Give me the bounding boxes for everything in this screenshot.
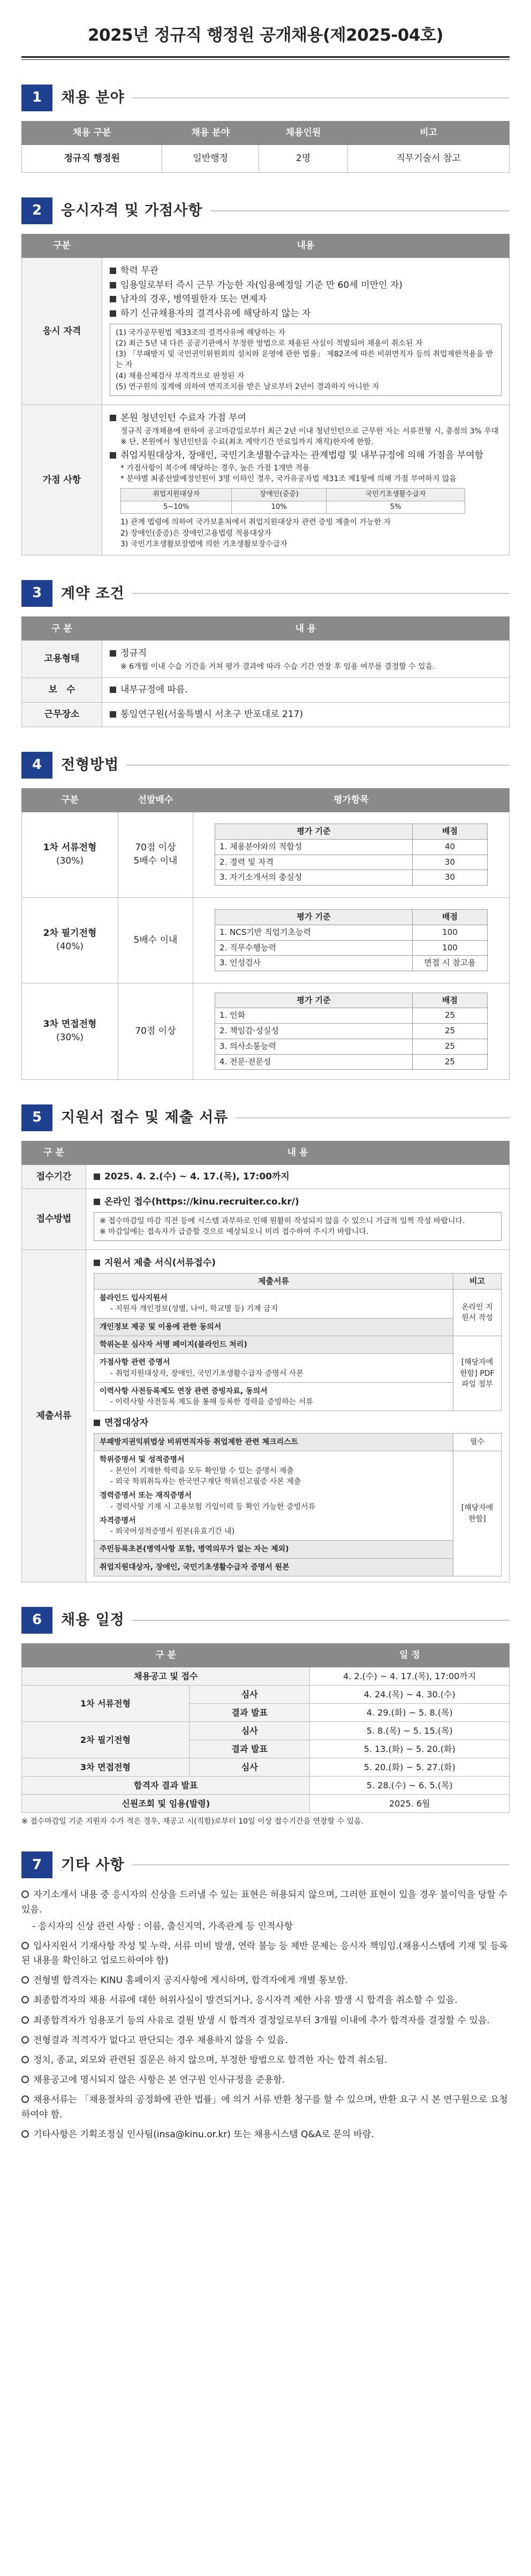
list-subitem: * 가점사항이 복수에 해당하는 경우, 높은 가점 1개만 적용 xyxy=(120,464,310,473)
table-cell: 5~10% xyxy=(121,501,232,514)
table-row: 3. 자기소개서의 충실성 30 xyxy=(215,870,488,886)
apply-table xyxy=(21,1141,510,1583)
table-row: 1. NCS기반 직업기초능력 100 xyxy=(215,925,488,940)
table-row: 3. 인성검사 면접 시 참고용 xyxy=(215,956,488,971)
table-row xyxy=(22,897,510,983)
table-cell: 정규직 행정원 xyxy=(22,144,162,172)
table-row: 2. 책임감·성실성 25 xyxy=(215,1024,488,1039)
table-row xyxy=(22,678,510,703)
table-header: 장애인(중증) xyxy=(232,488,327,501)
criteria-table xyxy=(215,824,488,886)
table-header: 제출서류 xyxy=(94,1274,453,1290)
criteria-table xyxy=(215,993,488,1070)
section-number: 2 xyxy=(21,197,52,224)
table-row: 1. 채용분야와의 적합성 40 xyxy=(215,839,488,855)
section-header-4 xyxy=(21,752,510,779)
list-subitem: * 분야별 최종선발예정인원이 3명 이하인 경우, 국가유공자법 제31조 제1항에 의해 가점 부여하지 않음 xyxy=(120,475,457,484)
table-cell: 2명 xyxy=(259,144,348,172)
table-row: 4. 전문·전문성 25 xyxy=(215,1054,488,1070)
row-label: 제출서류 xyxy=(22,1250,86,1582)
row-label: 근무장소 xyxy=(22,702,102,727)
circle-bullet-icon xyxy=(21,1976,29,1984)
square-bullet-icon xyxy=(110,415,116,421)
table-row: 취업지원대상자, 장애인, 국민기초생활수급자 증명서 원본 xyxy=(94,1558,502,1576)
table-header: 평가 기준 xyxy=(215,993,413,1008)
table-header: 평가항목 xyxy=(193,788,510,812)
table-row: 2차 필기전형 심사 5. 8.(목) ~ 5. 15.(목) xyxy=(22,1722,510,1740)
table-row: 채용공고 및 접수 4. 2.(수) ~ 4. 17.(목), 17:00까지 xyxy=(22,1667,510,1686)
list-item: 남자의 경우, 병역필한자 또는 면제자 xyxy=(110,293,502,306)
qualification-table xyxy=(21,234,510,555)
table-row xyxy=(121,501,465,514)
square-bullet-icon xyxy=(110,650,116,657)
table-row xyxy=(94,1290,502,1319)
list-item: 취업지원대상자, 장애인, 국민기초생활수급자는 관계법령 및 내부규정에 의해 가점을 부여함 xyxy=(110,449,502,462)
circle-bullet-icon xyxy=(21,2016,29,2024)
row-label: 응시 자격 xyxy=(22,257,102,405)
contract-table xyxy=(21,616,510,727)
box-line: (1) 국가공무원법 제33조의 결격사유에 해당하는 자 xyxy=(116,328,285,337)
table-cell: 지원서 제출 서식(서류접수) 제출서류 비고 블라인드 입사지원서 - 지원자 개인정보(성별, 나이, 학교명 등) 기재 금지 온라인 지원서 작성 개인정보 제공 및 이용에 관한 동의서 학위논문 심사자 서명 페이지(블라인드 처리) [해당자에 한함] PDF 파일 첨부 가점사항 관련 증명서 - 취업지원대상자, 장애인, 국민기초생활수급자 증명서 사본 이력사항 사전등록제도 연장 관련 증빙자료, 동의서 - 이력사항 사전등록 제도를 통해 등록한 경력을 증빙하는 서류 면접대상자 부패방지권익위법상 비위면직자등 취업제한 관련 체크리스트 필수 학위증명서 및 성적증명서 - 본인이 기재한 학력을 모두 확인할 수 있는 증명서 제출 - 외국 학위취득자는 한국연구재단 학위신고필증 사본 제출 경력증명서 또는 재직증명서 - 경력사항 기재 시 고용보험 가입이력 등 확인 가능한 증빙서류 자격증명서 - 외국어성적증명서 원본(유효기간 내) [해당자에 한함] 주민등록초본(병역사항 포함, 병역의무가 없는 자는 제외) 취업지원대상자, 장애인, 국민기초생활수급자 증명서 원본 xyxy=(86,1250,510,1582)
list-item: 입사지원서 기재사항 작성 및 누락, 서류 미비 발생, 연락 불능 등 제반 문제는 응시자 책임임.(채용시스템에 기재 및 등록된 내용을 확인하고 업로드하여야 함) xyxy=(21,1940,508,1967)
circle-bullet-icon xyxy=(21,1942,29,1949)
table-header: 구 분 xyxy=(22,1141,86,1164)
table-row: 결과 발표 4. 29.(화) ~ 5. 8.(목) xyxy=(22,1704,510,1722)
circle-bullet-icon xyxy=(21,2095,29,2103)
title-area xyxy=(21,0,510,60)
list-item: 전형결과 적격자가 없다고 판단되는 경우 채용하지 않을 수 있음. xyxy=(21,2033,510,2048)
list-item: 채용서류는 「채용절차의 공정화에 관한 법률」에 의거 서류 반환 청구를 할 수 있으며, 반환 요구 시 본 연구원으로 요청하여야 함. xyxy=(21,2094,508,2120)
title-rule xyxy=(21,56,510,58)
schedule-note: ※ 접수마감일 기준 지원자 수가 적은 경우, 재공고 시(직함)로부터 10일 이상 접수기간을 연장할 수 있음. xyxy=(21,1817,364,1826)
list-item: 최종합격자의 채용 서류에 대한 허위사실이 발견되거나, 응시자격 제한 사유 발생 시 합격을 취소할 수 있음. xyxy=(21,1993,510,2008)
table-header: 내 용 xyxy=(102,617,510,641)
section-header-7 xyxy=(21,1851,510,1878)
table-row: 3차 면접전형 심사 5. 20.(화) ~ 5. 27.(화) xyxy=(22,1758,510,1777)
table-row: 1차 서류전형 심사 4. 24.(목) ~ 4. 30.(수) xyxy=(22,1686,510,1704)
section-header-6 xyxy=(21,1607,510,1634)
section-number: 7 xyxy=(21,1851,52,1878)
section-header-3 xyxy=(21,580,510,607)
table-cell: 블라인드 입사지원서 - 지원자 개인정보(성별, 나이, 학교명 등) 기재 금지 xyxy=(94,1290,453,1319)
section-title: 채용 일정 xyxy=(61,1612,125,1629)
square-bullet-icon xyxy=(94,1260,100,1266)
list-item: 본원 청년인턴 수료자 가점 부여 xyxy=(110,411,502,425)
stage-multiplier: 70점 이상 xyxy=(118,983,193,1079)
qualification-content xyxy=(102,257,510,405)
section-header-5 xyxy=(21,1104,510,1131)
list-item: 기타사항은 기획조정실 인사팀(insa@kinu.or.kr) 또는 채용시스템 Q&A로 문의 바람. xyxy=(21,2128,510,2142)
section-rule xyxy=(132,97,510,98)
table-header: 배점 xyxy=(413,993,488,1008)
row-label: 접수기간 xyxy=(22,1164,86,1189)
table-header: 내 용 xyxy=(86,1141,510,1164)
list-item: 하기 신규채용자의 결격사유에 해당하지 않는 자 xyxy=(110,307,502,321)
section-number: 4 xyxy=(21,752,52,779)
table-header: 채용 구분 xyxy=(22,121,162,144)
table-header: 비고 xyxy=(453,1274,502,1290)
table-header: 취업지원대상자 xyxy=(121,488,232,501)
list-item: 채용공고에 명시되지 않은 사항은 본 연구원 인사규정을 준용함. xyxy=(21,2073,510,2087)
stage-criteria xyxy=(193,897,510,983)
section-rule xyxy=(210,210,510,211)
section-title: 기타 사항 xyxy=(61,1856,125,1873)
table-row: 결과 발표 5. 13.(화) ~ 5. 20.(화) xyxy=(22,1740,510,1758)
stage-name: 3차 면접전형 (30%) xyxy=(22,983,118,1079)
box-line: (4) 채용신체검사 부적격으로 판정된 자 xyxy=(116,371,245,380)
table-header: 구분 xyxy=(22,788,118,812)
list-subitem: ※ 6개월 이내 수습 기간을 거쳐 평가 결과에 따라 수습 기간 연장 후 임용 여부를 결정할 수 있음. xyxy=(120,662,435,671)
interview-documents-table xyxy=(94,1433,502,1576)
table-header: 일 정 xyxy=(310,1644,510,1667)
table-row xyxy=(22,983,510,1079)
list-subitem: ※ 단, 본원에서 청년인턴을 수료(최초 계약기간 만료일까지 재직)한자에 한함. xyxy=(120,438,374,447)
section-title: 계약 조건 xyxy=(61,585,125,602)
circle-bullet-icon xyxy=(21,1996,29,2003)
list-item: 학력 무관 xyxy=(110,264,502,278)
notice-box: ※ 접수마감일 마감 직전 등에 시스템 과부하로 인해 원활히 작성되지 않을 수 있으니 가급적 일찍 작성 바랍니다. ※ 마감일에는 접속자가 급증할 것으로 예상되오니 미리 접수하여 주시기 바랍니다. xyxy=(94,1212,502,1241)
table-cell: [해당자에 한함] xyxy=(453,1451,502,1576)
section-number: 3 xyxy=(21,580,52,607)
disqualification-box xyxy=(110,324,502,397)
square-bullet-icon xyxy=(110,711,116,718)
row-label: 고용형태 xyxy=(22,641,102,678)
list-item: 전형별 합격자는 KINU 홈페이지 공지사항에 게시하며, 합격자에게 개별 통보함. xyxy=(21,1973,510,1988)
table-cell: [해당자에 한함] PDF 파일 첨부 xyxy=(453,1336,502,1411)
table-cell: 5% xyxy=(327,501,465,514)
section-rule xyxy=(132,1620,510,1621)
field-table xyxy=(21,121,510,173)
stage-name: 1차 서류전형 (30%) xyxy=(22,812,118,897)
circle-bullet-icon xyxy=(21,2130,29,2138)
list-item: 최종합격자가 임용포기 등의 사유로 결원 발생 시 합격자 결정일로부터 3개월 이내에 추가 합격자를 결정할 수 있음. xyxy=(21,2014,510,2028)
table-cell: 내부규정에 따름. xyxy=(102,678,510,703)
etc-list xyxy=(21,1888,510,2142)
box-line: (3) 「부패방지 및 국민권익위원회의 설치와 운영에 관한 법률」 제82조에 따른 비위면직자 등의 취업제한적용을 받는 자 xyxy=(116,350,494,370)
table-row xyxy=(22,702,510,727)
table-cell: 일반행정 xyxy=(162,144,259,172)
title-rule-thin xyxy=(21,59,510,60)
table-row xyxy=(22,144,510,172)
table-header: 채용 분야 xyxy=(162,121,259,144)
table-row xyxy=(22,1164,510,1189)
bonus-rate-table xyxy=(120,488,465,514)
table-header: 평가 기준 xyxy=(215,824,413,840)
square-bullet-icon xyxy=(110,687,116,693)
table-row: 이력사항 사전등록제도 연장 관련 증빙자료, 동의서 - 이력사항 사전등록 제도를 통해 등록한 경력을 증빙하는 서류 xyxy=(94,1382,502,1411)
stage-multiplier: 70점 이상 5배수 이내 xyxy=(118,812,193,897)
table-row: 신원조회 및 임용(발령) 2025. 6월 xyxy=(22,1795,510,1813)
criteria-table xyxy=(215,909,488,971)
table-cell: 필수 xyxy=(453,1434,502,1451)
box-line: (2) 최근 5년 내 다른 공공기관에서 부정한 방법으로 채용된 사실이 적발되어 채용이 취소된 자 xyxy=(116,339,423,348)
table-header: 채용인원 xyxy=(259,121,348,144)
section-title: 채용 분야 xyxy=(61,89,125,106)
table-row xyxy=(22,1189,510,1250)
circle-bullet-icon xyxy=(21,2036,29,2044)
documents-table xyxy=(94,1273,502,1411)
row-label: 가점 사항 xyxy=(22,405,102,555)
table-cell: 직무기술서 참고 xyxy=(348,144,510,172)
table-header: 구분 xyxy=(22,234,102,257)
list-subitem: - 응시자의 신상 관련 사항 : 이름, 출신지역, 가족관계 등 인적사항 xyxy=(32,1920,293,1932)
list-subitem: 정규직 공개채용에 한하여 공고마감일로부터 최근 2년 이내 청년인턴으로 근무한 자는 서류전형 시, 총점의 3% 우대 xyxy=(120,426,499,436)
square-bullet-icon xyxy=(94,1420,100,1426)
table-row: 학위증명서 및 성적증명서 - 본인이 기재한 학력을 모두 확인할 수 있는 증명서 제출 - 외국 학위취득자는 한국연구재단 학위신고필증 사본 제출 경력증명서 또는 재직증명서 - 경력사항 기재 시 고용보험 가입이력 등 확인 가능한 증빙서류 자격증명서 - 외국어성적증명서 원본(유효기간 내) [해당자에 한함] xyxy=(94,1451,502,1541)
section-title: 응시자격 및 가점사항 xyxy=(61,202,203,219)
square-bullet-icon xyxy=(110,452,116,459)
row-label: 접수방법 xyxy=(22,1189,86,1250)
table-row: 2. 경력 및 자격 30 xyxy=(215,855,488,870)
table-cell: 온라인 접수(https://kinu.recruiter.co.kr/) ※ 접수마감일 마감 직전 등에 시스템 과부하로 인해 원활히 작성되지 않을 수 있으니 가급적 일찍 작성 바랍니다. ※ 마감일에는 접속자가 급증할 것으로 예상되오니 미리 접수하여 주시기 바랍니다. xyxy=(86,1189,510,1250)
table-row: 1. 인화 25 xyxy=(215,1008,488,1024)
footnote: 2) 장애인(중증)은 장애인고용법령 적용대상자 xyxy=(120,529,272,538)
square-bullet-icon xyxy=(94,1199,100,1205)
square-bullet-icon xyxy=(94,1173,100,1180)
table-cell: 통일연구원(서울특별시 서초구 반포대로 217) xyxy=(102,702,510,727)
table-row: 주민등록초본(병역사항 포함, 병역의무가 없는 자는 제외) xyxy=(94,1541,502,1558)
section-header-1 xyxy=(21,85,510,111)
schedule-table xyxy=(21,1643,510,1813)
section-number: 1 xyxy=(21,85,52,111)
table-header: 구 분 xyxy=(22,1644,310,1667)
table-header: 배점 xyxy=(413,910,488,925)
table-cell: 정규직 ※ 6개월 이내 수습 기간을 거쳐 평가 결과에 따라 수습 기간 연장 후 임용 여부를 결정할 수 있음. xyxy=(102,641,510,678)
square-bullet-icon xyxy=(110,268,116,274)
table-row: 가점사항 관련 증명서 - 취업지원대상자, 장애인, 국민기초생활수급자 증명서 사본 xyxy=(94,1354,502,1383)
section-rule xyxy=(132,1864,510,1865)
stage-name: 2차 필기전형 (40%) xyxy=(22,897,118,983)
table-header: 배점 xyxy=(413,824,488,840)
method-table xyxy=(21,788,510,1080)
square-bullet-icon xyxy=(110,310,116,317)
section-title: 전형방법 xyxy=(61,756,119,773)
square-bullet-icon xyxy=(110,296,116,302)
table-row: 부패방지권익위법상 비위면직자등 취업제한 관련 체크리스트 필수 xyxy=(94,1434,502,1451)
section-rule xyxy=(132,593,510,594)
footnote: 1) 관계 법령에 의하여 국가보훈처에서 취업지원대상자 관련 증빙 제출이 가능한 자 xyxy=(120,518,391,527)
table-cell: 2025. 4. 2.(수) ~ 4. 17.(목), 17:00까지 xyxy=(86,1164,510,1189)
circle-bullet-icon xyxy=(21,2076,29,2083)
table-header: 구 분 xyxy=(22,617,102,641)
circle-bullet-icon xyxy=(21,1891,29,1898)
list-item: 자기소개서 내용 중 응시자의 신상을 드러낼 수 있는 표현은 허용되지 않으며, 그러한 표현이 있을 경우 불이익을 당할 수 있음. xyxy=(21,1889,507,1915)
table-header: 비고 xyxy=(348,121,510,144)
section-rule xyxy=(126,765,510,766)
list-item: 임용일로부터 즉시 근무 가능한 자(임용예정일 기준 만 60세 미만인 자) xyxy=(110,279,502,292)
table-header: 내용 xyxy=(102,234,510,257)
bonus-content xyxy=(102,405,510,555)
stage-multiplier: 5배수 이내 xyxy=(118,897,193,983)
stage-criteria xyxy=(193,812,510,897)
section-title: 지원서 접수 및 제출 서류 xyxy=(61,1109,229,1126)
section-number: 6 xyxy=(21,1607,52,1634)
table-cell: 10% xyxy=(232,501,327,514)
table-row: 개인정보 제공 및 이용에 관한 동의서 xyxy=(94,1318,502,1336)
box-line: (5) 연구원의 징계에 의하여 면직조치를 받은 날로부터 2년이 경과하지 아니한 자 xyxy=(116,382,380,391)
table-cell: 온라인 지원서 작성 xyxy=(453,1290,502,1336)
section-header-2 xyxy=(21,197,510,224)
circle-bullet-icon xyxy=(21,2056,29,2063)
table-header: 평가 기준 xyxy=(215,910,413,925)
page-title: 2025년 정규직 행정원 공개채용(제2025-04호) xyxy=(87,26,444,45)
list-item: 정치, 종교, 외모와 관련된 질문은 하지 않으며, 부정한 방법으로 합격한 자는 합격 취소됨. xyxy=(21,2053,510,2068)
footnote: 3) 국민기초생활보장법에 의한 기초생활보장수급자 xyxy=(120,540,287,549)
table-row: 합격자 결과 발표 5. 28.(수) ~ 6. 5.(목) xyxy=(22,1777,510,1795)
row-label: 보 수 xyxy=(22,678,102,703)
stage-criteria xyxy=(193,983,510,1079)
table-row xyxy=(22,641,510,678)
table-row xyxy=(22,812,510,897)
section-number: 5 xyxy=(21,1104,52,1131)
square-bullet-icon xyxy=(110,282,116,288)
table-row xyxy=(22,1250,510,1582)
section-rule xyxy=(236,1117,510,1118)
table-header: 선발배수 xyxy=(118,788,193,812)
table-row: 학위논문 심사자 서명 페이지(블라인드 처리) [해당자에 한함] PDF 파일 첨부 xyxy=(94,1336,502,1353)
table-row: 2. 직무수행능력 100 xyxy=(215,940,488,956)
table-header: 국민기초생활수급자 xyxy=(327,488,465,501)
table-row: 3. 의사소통능력 25 xyxy=(215,1039,488,1054)
